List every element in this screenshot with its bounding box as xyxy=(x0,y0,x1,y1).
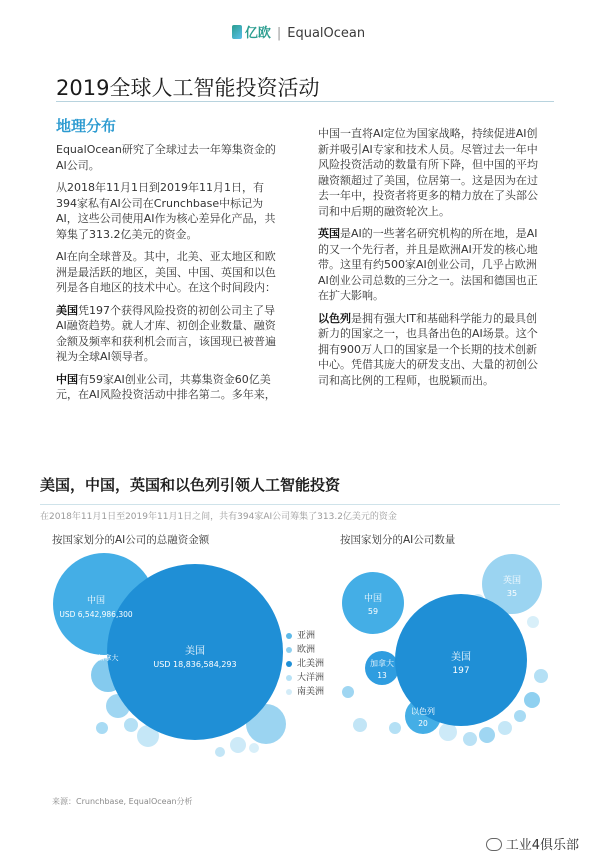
legend-label: 大洋洲 xyxy=(297,673,325,683)
bubble-minor xyxy=(230,737,246,753)
source-note: 来源：Crunchbase, EqualOcean分析 xyxy=(52,797,193,806)
legend-swatch xyxy=(286,647,292,653)
paragraph: AI在向全球普及。其中，北美、亚太地区和欧洲是最活跃的地区，美国、中国、英国和以色列是各自地区的技术中心。在这个时间段内： xyxy=(56,250,276,294)
country-name: 以色列 xyxy=(318,311,351,325)
legend-item-europe xyxy=(286,643,324,657)
country-name: 英国 xyxy=(318,227,340,240)
watermark-text: 工业4俱乐部 xyxy=(505,838,579,853)
label-china-count: 中国 xyxy=(363,594,383,604)
bubble-minor xyxy=(124,718,138,732)
paragraph xyxy=(318,311,542,389)
legend-swatch xyxy=(286,633,292,639)
bubble-minor xyxy=(342,686,354,698)
legend-swatch xyxy=(286,689,292,695)
brand-header xyxy=(0,22,597,41)
bubble-minor xyxy=(498,721,512,735)
paragraph xyxy=(318,226,542,304)
paragraph: 从2018年11月1日到2019年11月1日，有394家私有AI公司在Crunchbase中标记为AI，这些公司使用AI作为核心差异化产品，共筹集了313.2亿美元的资金。 xyxy=(56,181,276,241)
legend-item-south-america xyxy=(286,685,324,699)
funding-chart-title: 按国家划分的AI公司的总融资金额 xyxy=(52,534,210,546)
label-us-count: 美国 xyxy=(451,652,471,663)
bubble-minor xyxy=(514,710,526,722)
chart-section-title: 美国，中国，英国和以色列引领人工智能投资 xyxy=(40,476,341,494)
value-canada-count: 13 xyxy=(377,671,387,680)
paragraph-text: 有59家AI创业公司，共募集资金60亿美元，在AI风险投资活动中排名第二。多年来， xyxy=(56,372,276,401)
value-uk-count: 35 xyxy=(506,589,518,598)
bubble-minor xyxy=(534,669,548,683)
paragraph-text: 是AI的一些著名研究机构的所在地，是AI的又一个先行者，并且是欧洲AI开发的核心地带。这里有约500家AI创业公司，几乎占欧洲AI创业公司总数的三分之一。法国和德国也正在扩大影响。 xyxy=(318,227,538,302)
value-us-count: 197 xyxy=(452,666,470,676)
bubble-minor xyxy=(389,722,401,734)
logo-en-text: EqualOcean xyxy=(287,26,366,41)
bubble-minor xyxy=(249,743,259,753)
bubble-minor xyxy=(524,692,540,708)
value-china-count: 59 xyxy=(367,607,379,616)
paragraph: EqualOcean研究了全球过去一年筹集资金的AI公司。 xyxy=(56,143,276,172)
count-chart-title: 按国家划分的AI公司数量 xyxy=(340,534,456,546)
region-legend xyxy=(286,629,324,699)
country-name: 中国 xyxy=(56,372,78,386)
bubble-minor xyxy=(479,727,495,743)
label-uk-count: 英国 xyxy=(502,576,522,586)
country-name: 美国 xyxy=(56,303,78,317)
section-heading: 地理分布 xyxy=(56,117,117,135)
paragraph xyxy=(56,303,278,365)
label-canada-funding: 加拿大 xyxy=(97,654,119,662)
paragraph xyxy=(56,372,278,403)
value-china-funding: USD 6,542,986,300 xyxy=(59,610,133,619)
logo-cn-text: 亿欧 xyxy=(244,26,271,41)
label-us-funding: 美国 xyxy=(185,646,205,657)
bubble-minor xyxy=(463,732,477,746)
bubble-minor xyxy=(439,723,457,741)
paragraph: 中国一直将AI定位为国家战略，持续促进AI创新并吸引AI专家和技术人员。尽管过去一年中风险投资活动的数量有所下降，但中国的平均融资额超过了美国，位居第一。这是因为在过去一年中，投资者将更多的精力放在了头部公司和中后期的融资轮次上。 xyxy=(318,127,538,218)
title-divider xyxy=(56,101,554,102)
value-israel-count: 20 xyxy=(418,719,428,728)
paragraph-text: 是拥有强大IT和基础科学能力的最具创新力的国家之一，也具备出色的AI场景。这个拥有900万人口的国家是一个长期的技术创新中心。凭借其庞大的研发支出、大量的初创公司和高比例的工程师，也脱颖而出。 xyxy=(318,311,538,387)
legend-label: 南美洲 xyxy=(297,687,325,697)
label-canada-count: 加拿大 xyxy=(370,659,394,668)
page-title: 2019全球人工智能投资活动 xyxy=(56,76,320,100)
label-israel-count: 以色列 xyxy=(411,707,435,716)
legend-label: 欧洲 xyxy=(297,645,316,655)
equalocean-logo-icon xyxy=(232,25,242,39)
paragraph-text: 凭197个获得风险投资的初创公司主了导AI融资趋势。就人才库、初创企业数量、融资金额及频率和获利机会而言，该国现已被普遍视为全球AI领导者。 xyxy=(56,303,276,363)
legend-swatch xyxy=(286,675,292,681)
legend-label: 北美洲 xyxy=(297,659,325,669)
legend-swatch xyxy=(286,661,292,667)
wechat-icon xyxy=(486,838,502,851)
legend-item-north-america xyxy=(286,657,324,671)
chart-section-subtitle: 在2018年11月1日至2019年11月1日之间，共有394家AI公司筹集了313.2亿美元的资金 xyxy=(40,504,560,522)
funding-bubble-chart xyxy=(53,553,286,757)
bubble-minor xyxy=(215,747,225,757)
bubble-minor xyxy=(527,616,539,628)
wechat-watermark xyxy=(486,834,579,853)
chart-section-header xyxy=(40,474,560,522)
right-column xyxy=(318,126,542,395)
legend-label: 亚洲 xyxy=(297,631,316,641)
bubble-minor xyxy=(353,718,367,732)
logo-separator: | xyxy=(276,26,282,41)
label-china-funding: 中国 xyxy=(86,596,106,606)
legend-item-oceania xyxy=(286,671,324,685)
bubble-minor xyxy=(96,722,108,734)
legend-item-asia xyxy=(286,629,324,643)
value-us-funding: USD 18,836,584,293 xyxy=(153,660,237,669)
left-column xyxy=(56,116,278,410)
